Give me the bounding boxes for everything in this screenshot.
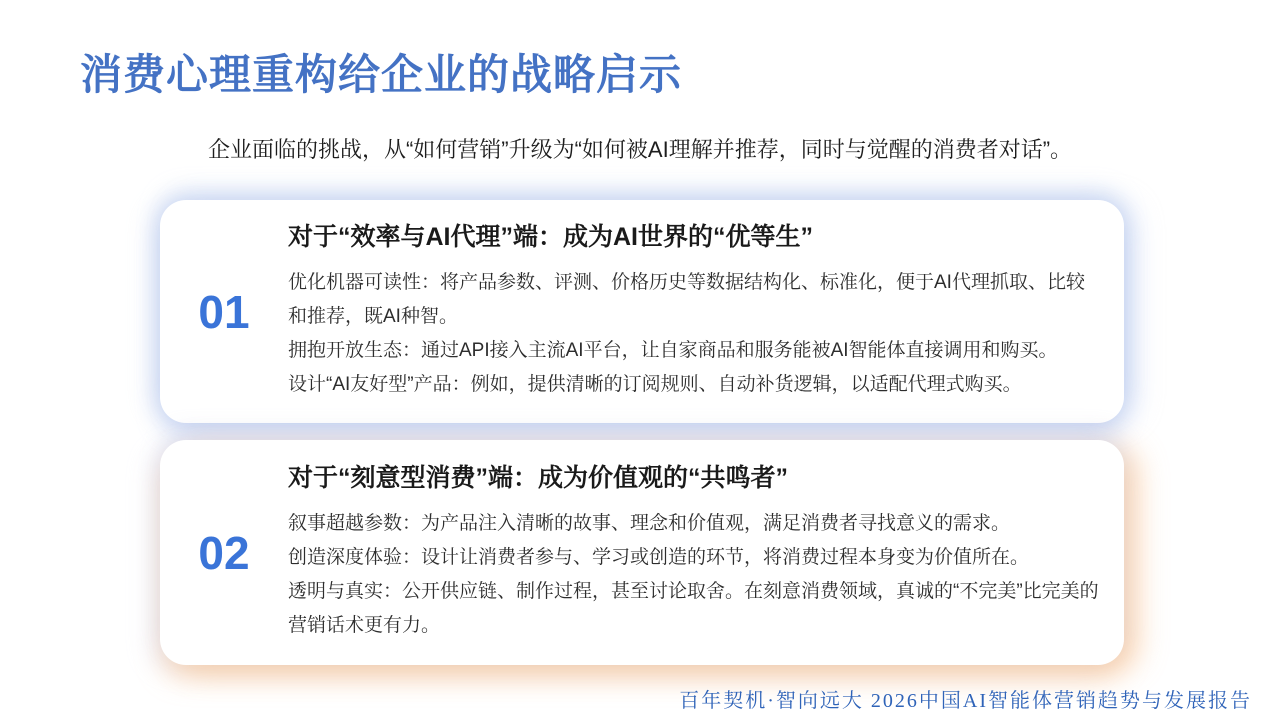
card-paragraph: 拥抱开放生态：通过API接入主流AI平台，让自家商品和服务能被AI智能体直接调用和购买。: [288, 340, 1058, 361]
card-paragraph: 设计“AI友好型”产品：例如，提供清晰的订阅规则、自动补货逻辑，以适配代理式购买。: [288, 374, 1022, 395]
card-paragraph: 叙事超越参数：为产品注入清晰的故事、理念和价值观，满足消费者寻找意义的需求。: [288, 513, 1011, 534]
page-title: 消费心理重构给企业的战略启示: [80, 51, 683, 98]
page-subtitle: 企业面临的挑战，从“如何营销”升级为“如何被AI理解并推荐，同时与觉醒的消费者对话”。: [207, 137, 1073, 162]
card-heading: 对于“效率与AI代理”端：成为AI世界的“优等生”: [288, 223, 814, 251]
card-paragraph: 优化机器可读性：将产品参数、评测、价格历史等数据结构化、标准化，便于AI代理抓取、比较和推荐，既AI种智。: [288, 272, 1085, 327]
card-paragraph: 透明与真实：公开供应链、制作过程，甚至讨论取舍。在刻意消费领域，真诚的“不完美”比完美的营销话术更有力。: [288, 581, 1099, 636]
card-heading: 对于“刻意型消费”端：成为价值观的“共鸣者”: [288, 464, 789, 492]
report-footer: 百年契机·智向远大 2026中国AI智能体营销趋势与发展报告: [679, 690, 1252, 712]
card-paragraph: 创造深度体验：设计让消费者参与、学习或创造的环节，将消费过程本身变为价值所在。: [288, 547, 1030, 568]
card-body: [288, 221, 1124, 402]
card-number-02: 02: [198, 526, 250, 579]
card-body: [288, 462, 1124, 643]
card-number-01: 01: [198, 285, 250, 338]
strategy-card-1: [160, 200, 1124, 423]
strategy-card-2: [160, 440, 1124, 665]
